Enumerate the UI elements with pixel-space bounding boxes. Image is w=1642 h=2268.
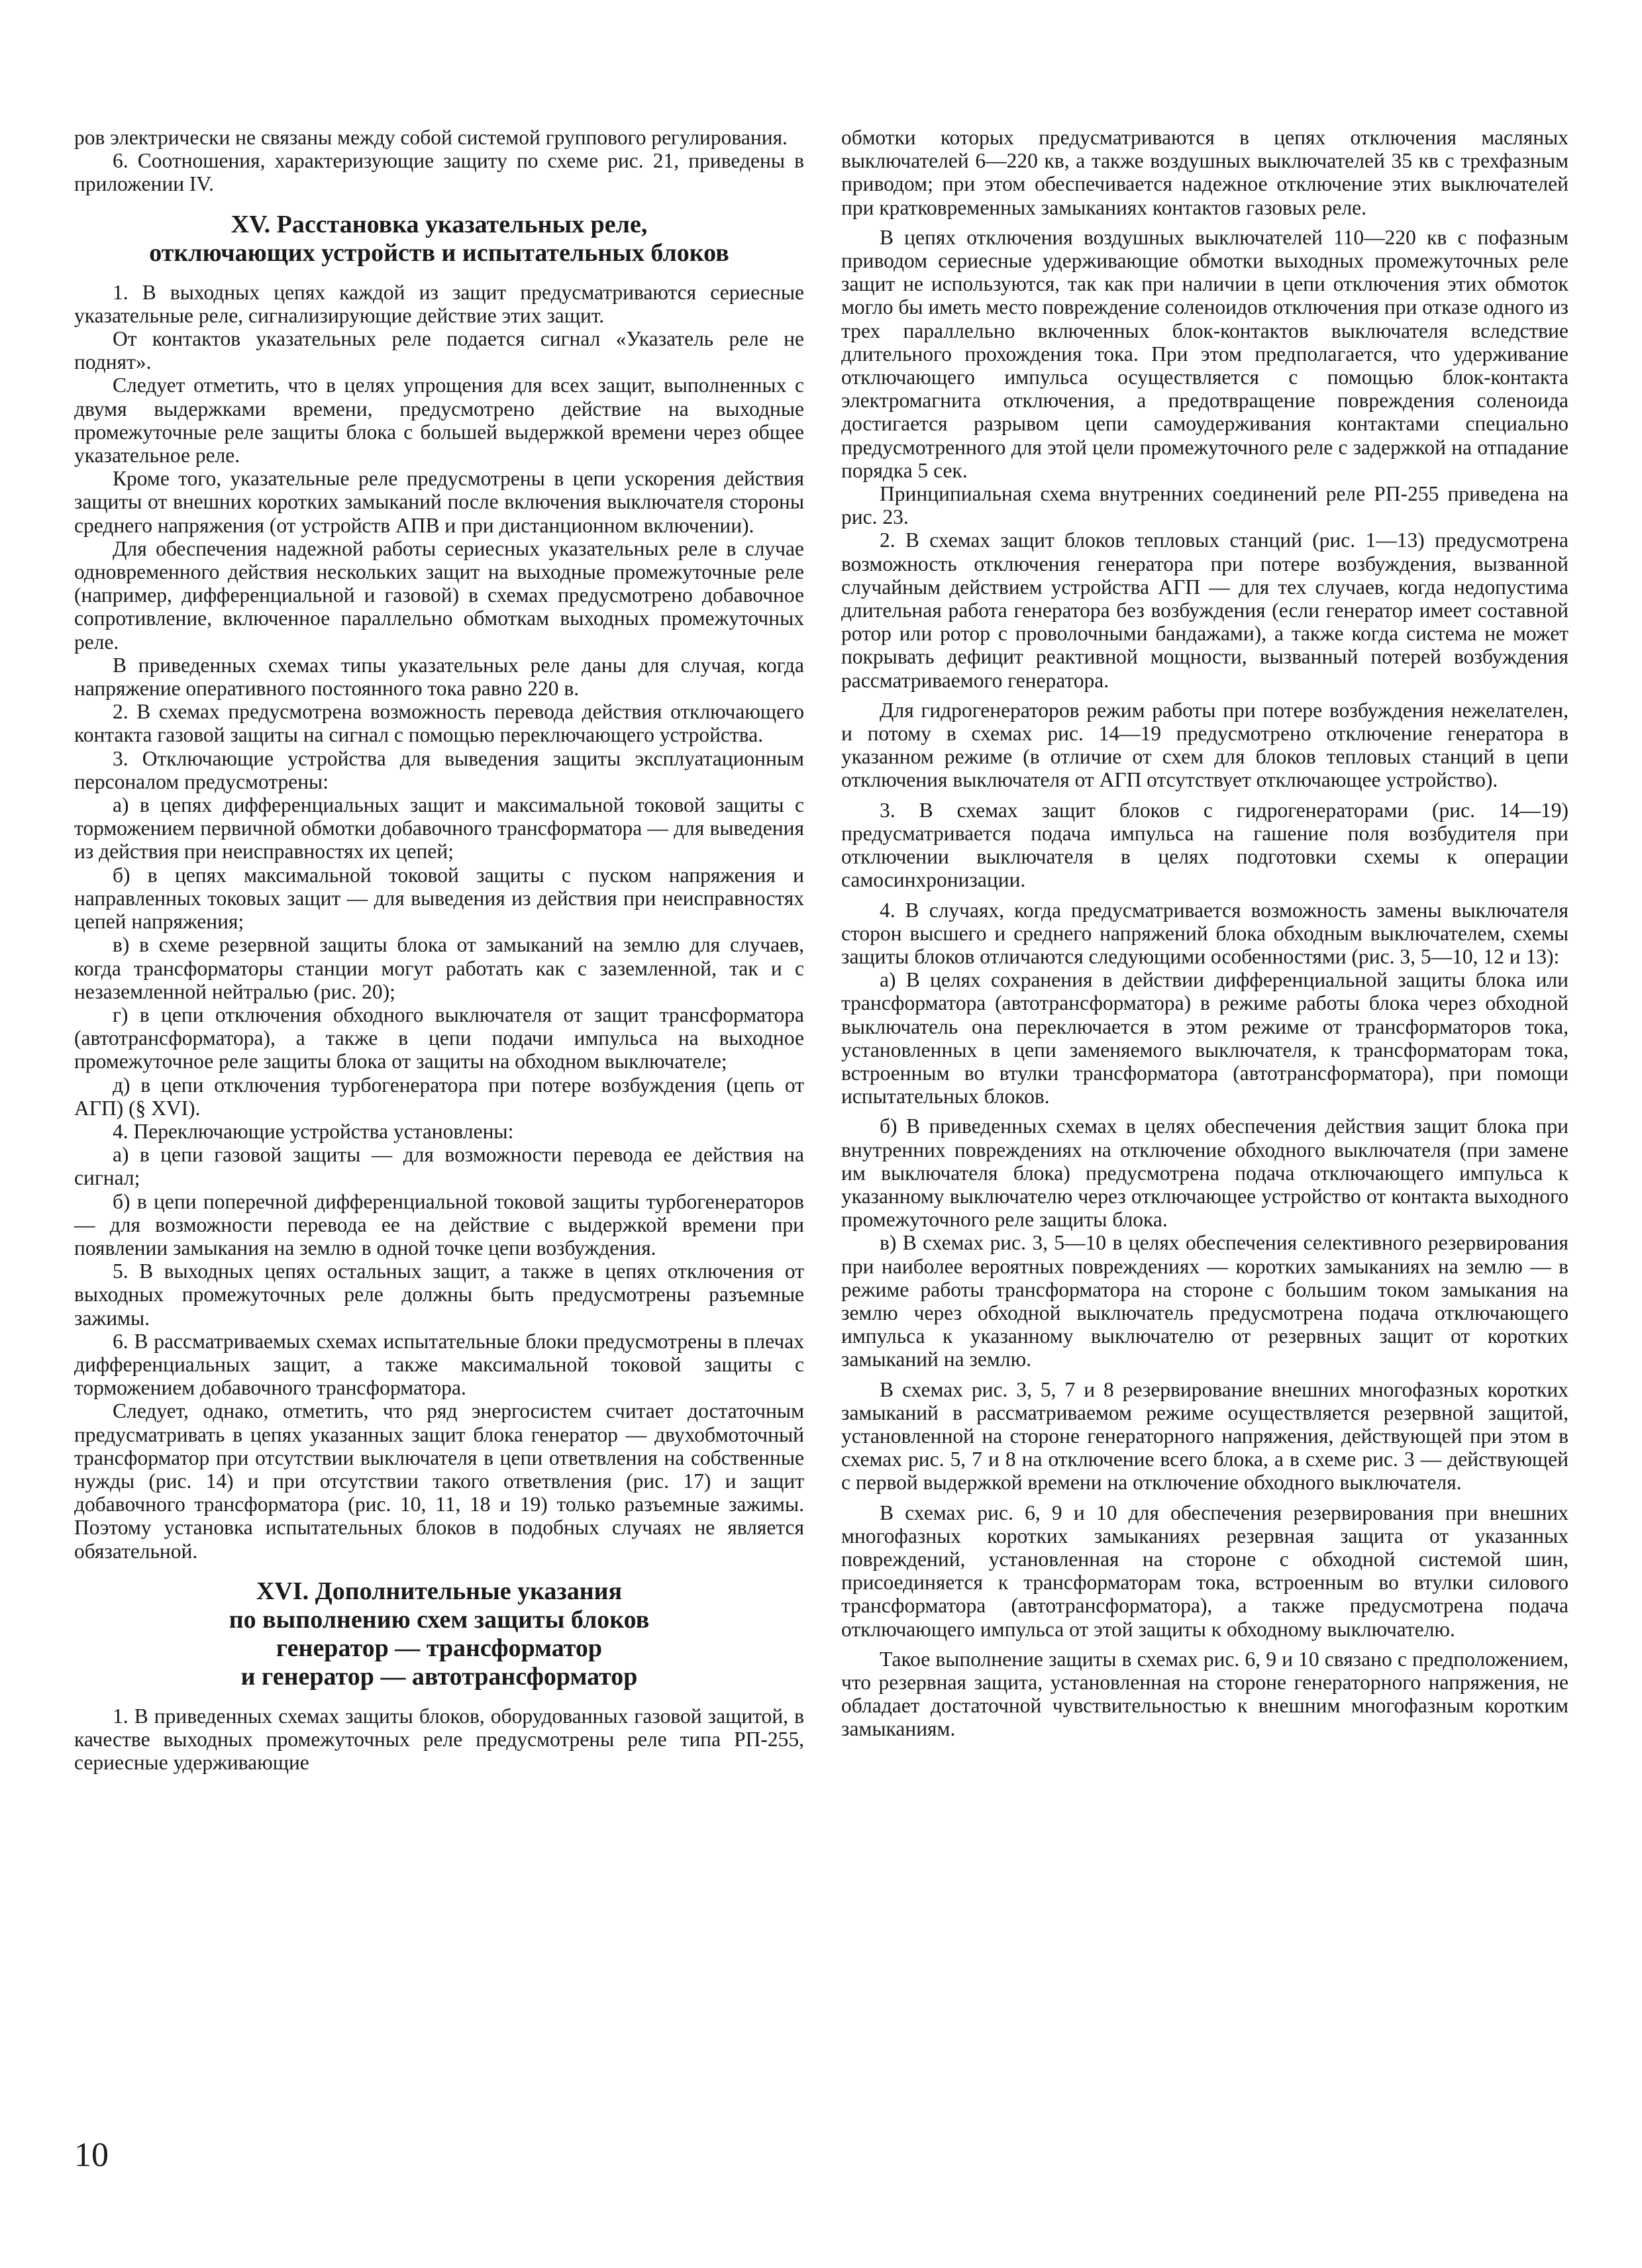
paragraph: 4. В случаях, когда предусматривается возможность замены выключателя сторон высшего и среднего напряжений блока обходным выключателем, схемы защиты блоков отличаются следующими особенностями (рис. 3, 5—10, 12 и 13): <box>841 898 1568 968</box>
paragraph: Для гидрогенераторов режим работы при потере возбуждения нежелателен, и потому в схемах рис. 14—19 предусмотрено отключение генератора в указанном режиме (в отличие от схем для блоков тепловых станций в цепи отключения выключателя от АГП отсутствует отключающее устройство). <box>841 698 1568 792</box>
paragraph: Такое выполнение защиты в схемах рис. 6, 9 и 10 связано с предположением, что резервная защита, установленная на стороне генераторного напряжения, не обладает достаточной чувствительностью к внешним многофазным коротким замыканиям. <box>841 1647 1568 1741</box>
heading-line: отключающих устройств и испытательных блоков <box>149 238 729 267</box>
paragraph: 6. В рассматриваемых схемах испытательные блоки предусмотрены в плечах дифференциальных защит, а также максимальной токовой защиты с торможением добавочного трансформатора. <box>74 1329 804 1400</box>
section-heading-xvi <box>74 1577 804 1691</box>
paragraph: ров электрически не связаны между собой системой группового регулирования. <box>74 126 788 149</box>
paragraph: Кроме того, указательные реле предусмотрены в цепи ускорения действия защиты от внешних коротких замыканий после включения выключателя стороны среднего напряжения (от устройств АПВ и при дистанционном включении). <box>74 467 804 537</box>
list-item: д) в цепи отключения турбогенератора при потере возбуждения (цепь от АГП) (§ XVI). <box>74 1073 804 1120</box>
paragraph: 5. В выходных цепях остальных защит, а также в цепях отключения от выходных промежуточных реле должны быть предусмотрены разъемные зажимы. <box>74 1259 804 1330</box>
heading-line: XVI. Дополнительные указания <box>256 1577 623 1605</box>
heading-line: XV. Расстановка указательных реле, <box>231 210 648 238</box>
paragraph: 1. В выходных цепях каждой из защит предусматриваются сериесные указательные реле, сигнализирующие действие этих защит. <box>74 280 804 327</box>
paragraph: В цепях отключения воздушных выключателей 110—220 кв с пофазным приводом сериесные удерживающие обмотки выходных промежуточных реле защит не используются, так как при наличии в цепи отключения этих обмоток могло бы иметь место повреждение соленоидов отключения при отказе одного из трех параллельно включенных блок-контактов выключателя вследствие длительного прохождения тока. При этом предполагается, что удерживание отключающего импульса осуществляется с помощью блок-контакта электромагнита отключения, а предотвращение повреждения соленоида достигается разрывом цепи самоудерживания контактами специально предусмотренного для этой цели промежуточного реле с задержкой на отпадание порядка 5 сек. <box>841 225 1568 482</box>
paragraph: 2. В схемах защит блоков тепловых станций (рис. 1—13) предусмотрена возможность отключения генератора при потере возбуждения, вызванной случайным действием устройства АГП — для тех случаев, когда недопустима длительная работа генератора без возбуждения (если генератор имеет составной ротор или ротор с проволочными бандажами), а также когда система не может покрывать дефицит реактивной мощности, вызванный потерей возбуждения рассматриваемого генератора. <box>841 528 1568 692</box>
heading-line: и генератор — автотрансформатор <box>240 1662 638 1691</box>
section-heading-xv <box>74 211 804 268</box>
list-item: б) В приведенных схемах в целях обеспечения действия защит блока при внутренних повреждениях на отключение обходного выключателя (при замене им выключателя блока) предусмотрена подача отключающего импульса к указанному выключателю через отключающее устройство от контакта выходного промежуточного реле защиты блока. <box>841 1114 1568 1232</box>
page-number: 10 <box>74 2136 109 2174</box>
paragraph: В схемах рис. 6, 9 и 10 для обеспечения резервирования при внешних многофазных коротких замыканиях резервная защита от указанных повреждений, установленная на стороне с обходной системой шин, присоединяется к трансформаторам тока, встроенным во втулки силового трансформатора (автотрансформатора), а также предусмотрена подача отключающего импульса от этой защиты к обходному выключателю. <box>841 1501 1568 1641</box>
paragraph: Принципиальная схема внутренних соединений реле РП-255 приведена на рис. 23. <box>841 482 1568 529</box>
paragraph: 3. Отключающие устройства для выведения защиты эксплуатационным персоналом предусмотрены: <box>74 746 804 793</box>
paragraph: 4. Переключающие устройства установлены: <box>113 1119 514 1143</box>
list-item: б) в цепях максимальной токовой защиты с пуском напряжения и направленных токовых защит — для выведения из действия при неисправностях цепей напряжения; <box>74 863 804 934</box>
list-item: г) в цепи отключения обходного выключателя от защит трансформатора (автотрансформатора), а также в цепи подачи импульса на выходное промежуточное реле защиты блока от защиты на обходном выключателе; <box>74 1003 804 1073</box>
paragraph: В приведенных схемах типы указательных реле даны для случая, когда напряжение оперативного постоянного тока равно 220 в. <box>74 653 804 701</box>
left-column <box>74 126 804 1774</box>
heading-line: генератор — трансформатор <box>276 1634 603 1662</box>
list-item: б) в цепи поперечной дифференциальной токовой защиты турбогенераторов — для возможности перевода ее на действие с выдержкой времени при появлении замыкания на землю в одной точке цепи возбуждения. <box>74 1189 804 1259</box>
list-item: а) в цепях дифференциальных защит и максимальной токовой защиты с торможением первичной обмотки добавочного трансформатора — для выведения из действия при неисправностях их цепей; <box>74 793 804 863</box>
paragraph: 3. В схемах защит блоков с гидрогенераторами (рис. 14—19) предусматривается подача импульса на гашение поля возбудителя при отключении выключателя в целях подготовки схемы к операции самосинхронизации. <box>841 798 1568 892</box>
list-item: в) В схемах рис. 3, 5—10 в целях обеспечения селективного резервирования при наиболее вероятных повреждениях — коротких замыканиях на землю — в режиме работы трансформатора на стороне с большим током замыкания на землю через обходной выключатель предусмотрена подача отключающего импульса к указанному выключателю от резервных защит от коротких замыканий на землю. <box>841 1231 1568 1371</box>
paragraph: 2. В схемах предусмотрена возможность перевода действия отключающего контакта газовой защиты на сигнал с помощью переключающего устройства. <box>74 700 804 747</box>
list-item: а) в цепи газовой защиты — для возможности перевода ее действия на сигнал; <box>74 1143 804 1190</box>
paragraph: 6. Соотношения, характеризующие защиту по схеме рис. 21, приведены в приложении IV. <box>74 149 804 196</box>
paragraph: Для обеспечения надежной работы сериесных указательных реле в случае одновременного действия нескольких защит на выходные промежуточные реле (например, дифференциальной и газовой) в схемах предусмотрено добавочное сопротивление, включенное параллельно обмоткам выходных промежуточных реле. <box>74 536 804 654</box>
list-item: а) В целях сохранения в действии дифференциальной защиты блока или трансформатора (автотрансформатора) в режиме работы блока через обходной выключатель она переключается в этом режиме от трансформаторов тока, установленных в цепи заменяемого выключателя, к трансформаторам тока, встроенным во втулки трансформатора (автотрансформатора), при помощи испытательных блоков. <box>841 968 1568 1109</box>
paragraph: Следует, однако, отметить, что ряд энергосистем считает достаточным предусматривать в цепях указанных защит блока генератор — двухобмоточный трансформатор при отсутствии выключателя в цепи ответвления на собственные нужды (рис. 14) и при отсутствии такого ответвления (рис. 17) и защит добавочного трансформатора (рис. 10, 11, 18 и 19) только разъемные зажимы. Поэтому установка испытательных блоков в подобных случаях не является обязательной. <box>74 1399 804 1563</box>
paragraph: 1. В приведенных схемах защиты блоков, оборудованных газовой защитой, в качестве выходных промежуточных реле предусмотрены реле типа РП-255, сериесные удерживающие <box>74 1704 804 1775</box>
paragraph: Следует отметить, что в целях упрощения для всех защит, выполненных с двумя выдержками времени, предусмотрено действие на выходные промежуточные реле защиты блока с большей выдержкой времени через общее указательное реле. <box>74 373 804 468</box>
right-column <box>841 126 1568 1741</box>
paragraph: От контактов указательных реле подается сигнал «Указатель реле не поднят». <box>74 327 804 374</box>
heading-line: по выполнению схем защиты блоков <box>229 1605 650 1634</box>
list-item: в) в схеме резервной защиты блока от замыканий на землю для случаев, когда трансформаторы станции могут работать как с заземленной, так и с незаземленной нейтралью (рис. 20); <box>74 933 804 1003</box>
paragraph: В схемах рис. 3, 5, 7 и 8 резервирование внешних многофазных коротких замыканий в рассматриваемом режиме осуществляется резервной защитой, установленной на стороне генераторного напряжения, действующей при этом в схемах рис. 5, 7 и 8 на отключение всего блока, а в схеме рис. 3 — действующей с первой выдержкой времени на отключение обходного выключателя. <box>841 1377 1568 1495</box>
paragraph: обмотки которых предусматриваются в цепях отключения масляных выключателей 6—220 кв, а также воздушных выключателей 35 кв с трехфазным приводом; при этом обеспечивается надежное отключение этих выключателей при кратковременных замыканиях контактов газовых реле. <box>841 126 1568 219</box>
